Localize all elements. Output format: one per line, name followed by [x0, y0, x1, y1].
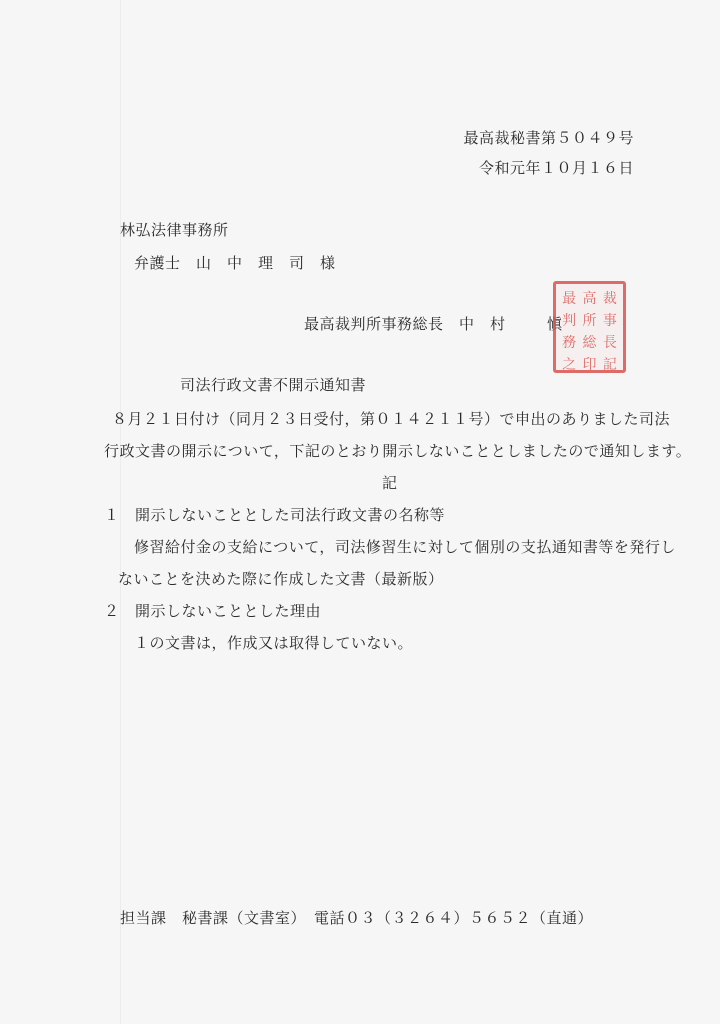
seal-glyph: 事	[602, 313, 617, 329]
seal-glyph: 長	[602, 335, 617, 351]
official-seal-stamp	[553, 281, 626, 373]
sender-given-name: 愼	[547, 315, 563, 333]
body-paragraph-line-1: ８月２１日付け（同月２３日受付，第０１４２１１号）で申出のありました司法	[112, 410, 671, 428]
seal-glyph: 記	[602, 357, 617, 373]
recipient-office: 林弘法律事務所	[120, 221, 229, 239]
item-2-text-line-1: １の文書は，作成又は取得していない。	[134, 634, 414, 652]
contact-footer: 担当課 秘書課（文書室） 電話０３（３２６４）５６５２（直通）	[120, 909, 594, 927]
sender-title-name: 最高裁判所事務総長 中 村	[304, 315, 506, 333]
seal-glyph: 務	[562, 335, 577, 351]
item-2-heading: ２ 開示しないこととした理由	[104, 602, 322, 620]
seal-glyph: 最	[562, 291, 577, 307]
document-date: 令和元年１０月１６日	[478, 159, 634, 177]
seal-glyph: 裁	[602, 291, 617, 307]
seal-glyph: 之	[562, 357, 577, 373]
document-title: 司法行政文書不開示通知書	[180, 376, 367, 394]
document-number: 最高裁秘書第５０４９号	[463, 129, 634, 147]
ki-heading: 記	[382, 474, 398, 492]
recipient-name: 弁護士 山 中 理 司 様	[134, 254, 336, 272]
seal-glyph: 印	[582, 357, 597, 373]
seal-glyph: 判	[562, 313, 577, 329]
seal-glyph: 高	[582, 291, 597, 307]
item-1-heading: １ 開示しないこととした司法行政文書の名称等	[104, 506, 446, 524]
item-1-text-line-2: ないことを決めた際に作成した文書（最新版）	[118, 570, 444, 588]
item-1-text-line-1: 修習給付金の支給について，司法修習生に対して個別の支払通知書等を発行し	[134, 538, 676, 556]
seal-glyph: 総	[582, 335, 597, 351]
body-paragraph-line-2: 行政文書の開示について，下記のとおり開示しないこととしましたので通知します。	[104, 442, 692, 460]
seal-glyph: 所	[582, 313, 597, 329]
